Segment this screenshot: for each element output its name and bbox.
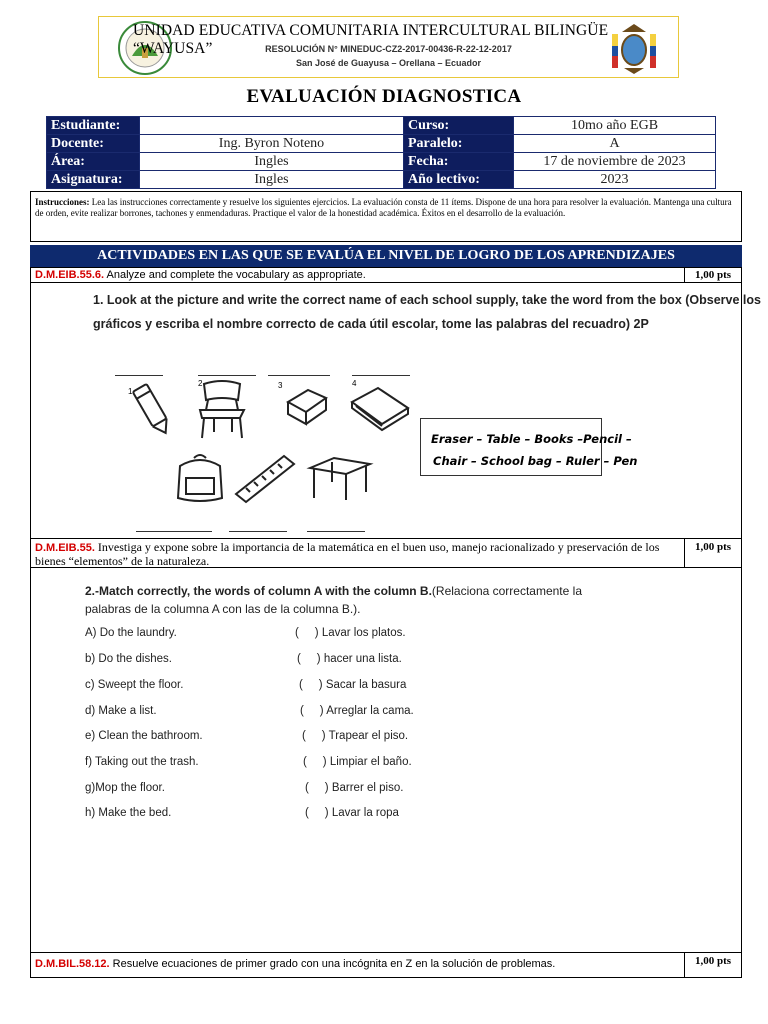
column-a-item: f) Taking out the trash. <box>85 756 199 768</box>
parallel-label: Paralelo: <box>404 135 514 153</box>
parallel-value: A <box>514 135 716 153</box>
books-drawing-icon <box>348 384 412 434</box>
table-drawing-icon <box>304 452 374 502</box>
item-number-4: 4 <box>352 379 357 388</box>
column-b-item[interactable]: ( ) Barrer el piso. <box>305 782 404 794</box>
ruler-drawing-icon <box>232 452 298 506</box>
course-value: 10mo año EGB <box>514 117 716 135</box>
column-b-item[interactable]: ( ) Trapear el piso. <box>302 730 409 742</box>
column-b-item[interactable]: ( ) Sacar la basura <box>299 679 407 691</box>
column-b-item[interactable]: ( ) Limpiar el baño. <box>303 756 412 768</box>
question2-line2: palabras de la columna A con las de la columna B.). <box>85 602 361 616</box>
word-bank-line1: Eraser – Table – Books –Pencil – <box>431 432 632 446</box>
question2-rest: (Relaciona correctamente la <box>431 584 582 598</box>
teacher-label: Docente: <box>47 135 140 153</box>
location-text: San José de Guayusa – Orellana – Ecuador <box>295 58 482 68</box>
question2-bold: 2.-Match correctly, the words of column A with the column B. <box>85 584 432 598</box>
area-value: Ingles <box>140 153 404 171</box>
pencil-drawing-icon <box>130 378 176 440</box>
date-label: Fecha: <box>404 153 514 171</box>
instructions-text: Lea las instrucciones correctamente y resuelve los siguientes ejercicios. La evaluación consta de 11 ítems. Dispone de una hora para resolver la evaluación. Mantenga una cultura de orden, evite realizar borrones, tachones y enmendaduras. Practique el valor de la honestidad académica. Éxitos en el desarrollo de la evaluación. <box>35 197 732 218</box>
answer-line-5[interactable] <box>136 531 212 532</box>
question2-line1 <box>85 584 582 598</box>
column-b-item[interactable]: ( ) Lavar la ropa <box>305 807 399 819</box>
document-title: EVALUACIÓN DIAGNOSTICA <box>246 86 522 107</box>
subject-value: Ingles <box>140 171 404 189</box>
section3-text: Resuelve ecuaciones de primer grado con una incógnita en Z en la solución de problemas. <box>109 958 556 970</box>
student-field[interactable] <box>140 117 404 135</box>
section2-criterion-row <box>30 538 742 568</box>
column-a-item: e) Clean the bathroom. <box>85 730 203 742</box>
column-a-item: A) Do the laundry. <box>85 627 177 639</box>
resolution-text: RESOLUCIÓN N° MINEDUC-CZ2-2017-00436-R-22-12-2017 <box>265 44 512 54</box>
section2-points: 1,00 pts <box>684 539 741 567</box>
item-number-1: 1 <box>128 387 133 396</box>
section1-text: Analyze and complete the vocabulary as appropriate. <box>104 269 366 281</box>
answer-line-1[interactable] <box>115 375 163 376</box>
item-number-3: 3 <box>278 381 283 390</box>
column-a-item: b) Do the dishes. <box>85 653 172 665</box>
column-b-item[interactable]: ( ) Lavar los platos. <box>295 627 406 639</box>
answer-line-4[interactable] <box>352 375 410 376</box>
column-a-item: d) Make a list. <box>85 705 157 717</box>
question1-line1: 1. Look at the picture and write the correct name of each school supply, take the word from the box (Observe los <box>93 293 761 307</box>
answer-line-6[interactable] <box>229 531 287 532</box>
column-a-item: c) Sweept the floor. <box>85 679 184 691</box>
answer-line-2[interactable] <box>198 375 256 376</box>
column-a-item: g)Mop the floor. <box>85 782 165 794</box>
course-label: Curso: <box>404 117 514 135</box>
instructions-label: Instrucciones: <box>35 197 90 207</box>
instructions-box <box>30 191 742 242</box>
date-value: 17 de noviembre de 2023 <box>514 153 716 171</box>
eraser-drawing-icon <box>282 384 332 428</box>
column-a-item: h) Make the bed. <box>85 807 172 819</box>
answer-line-3[interactable] <box>268 375 330 376</box>
column-b-item[interactable]: ( ) hacer una lista. <box>297 653 402 665</box>
answer-line-7[interactable] <box>307 531 365 532</box>
activities-header: ACTIVIDADES EN LAS QUE SE EVALÚA EL NIVEL DE LOGRO DE LOS APRENDIZAJES <box>30 245 742 267</box>
section1-code: D.M.EIB.55.6. <box>35 269 105 281</box>
section2-text: Investiga y expone sobre la importancia de la matemática en el buen uso, manejo racionalizado y preservación de los bienes “elementos” de la naturaleza. <box>35 540 660 568</box>
school-bag-drawing-icon <box>172 450 228 506</box>
column-b-item[interactable]: ( ) Arreglar la cama. <box>300 705 414 717</box>
area-label: Área: <box>47 153 140 171</box>
student-info-table <box>46 116 716 189</box>
year-label: Año lectivo: <box>404 171 514 189</box>
year-value: 2023 <box>514 171 716 189</box>
school-name: UNIDAD EDUCATIVA COMUNITARIA INTERCULTURAL BILINGÜE “WAYUSA” <box>133 22 609 57</box>
teacher-value: Ing. Byron Noteno <box>140 135 404 153</box>
chair-drawing-icon <box>192 380 252 442</box>
section1-points: 1,00 pts <box>684 268 741 282</box>
item-number-2: 2 <box>198 379 203 388</box>
word-bank-line2: Chair – School bag – Ruler – Pen <box>433 454 638 468</box>
question1-line2: gráficos y escriba el nombre correcto de cada útil escolar, tome las palabras del recuadro) 2P <box>93 317 649 331</box>
section1-criterion-row <box>30 267 742 283</box>
student-label: Estudiante: <box>47 117 140 135</box>
section3-points: 1,00 pts <box>684 953 741 977</box>
subject-label: Asignatura: <box>47 171 140 189</box>
section3-code: D.M.BIL.58.12. <box>35 958 110 970</box>
section2-code: D.M.EIB.55. <box>35 542 95 554</box>
section3-criterion-row <box>30 952 742 978</box>
